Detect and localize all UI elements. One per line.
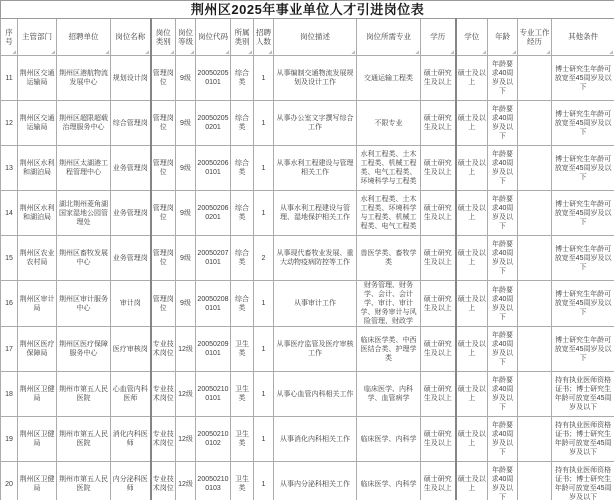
- cell-majors: 交通运输工程类: [357, 56, 421, 101]
- column-header-post-name: 岗位名称: [111, 19, 151, 56]
- cell-post-grade: 12级: [176, 417, 196, 462]
- cell-employer: 荆州区审计服务中心: [57, 281, 111, 327]
- cell-category: 综合类: [231, 281, 254, 327]
- cell-category: 综合类: [231, 101, 254, 146]
- cell-post-type: 专业技术岗位: [151, 327, 176, 372]
- page-title: 荆州区2025年事业单位人才引进岗位表: [1, 1, 614, 19]
- cell-headcount: 1: [254, 462, 274, 500]
- cell-post-type: 管理岗位: [151, 191, 176, 236]
- cell-other: 博士研究生年龄可放宽至45周岁及以下: [552, 191, 614, 236]
- cell-education: 硕士研究生及以上: [421, 236, 456, 281]
- cell-degree: 硕士及以上: [456, 462, 488, 500]
- cell-category: 综合类: [231, 191, 254, 236]
- cell-dept: 荆州区水利和湖泊局: [18, 191, 57, 236]
- cell-employer: 荆州区畜牧发展中心: [57, 236, 111, 281]
- column-header-category: 所属类别: [231, 19, 254, 56]
- table-row: [1, 191, 614, 236]
- cell-post-grade: 9级: [176, 236, 196, 281]
- cell-education: 硕士研究生及以上: [421, 146, 456, 191]
- cell-age: 年龄要求40周岁及以下: [488, 462, 518, 500]
- cell-post-name: 审计岗: [111, 281, 151, 327]
- cell-category: 卫生类: [231, 462, 254, 500]
- cell-employer: 湖北荆州菱角湖国家湿地公园管理处: [57, 191, 111, 236]
- cell-description: 从事审计工作: [274, 281, 357, 327]
- cell-experience: [518, 372, 552, 417]
- cell-age: 年龄要求40周岁及以下: [488, 191, 518, 236]
- cell-age: 年龄要求40周岁及以下: [488, 236, 518, 281]
- cell-post-name: 医疗审核岗: [111, 327, 151, 372]
- table-body: [1, 56, 614, 500]
- cell-post-type: 管理岗位: [151, 56, 176, 101]
- cell-headcount: 1: [254, 191, 274, 236]
- cell-majors: 水利工程类、土木工程类、机械工程类、电气工程类、环境科学与工程类: [357, 146, 421, 191]
- cell-post-code: 200502100103: [196, 462, 231, 500]
- cell-headcount: 1: [254, 101, 274, 146]
- column-header-employer: 招聘单位: [57, 19, 111, 56]
- cell-dept: 荆州区医疗保障局: [18, 327, 57, 372]
- cell-degree: 硕士及以上: [456, 327, 488, 372]
- cell-experience: [518, 101, 552, 146]
- cell-other: 博士研究生年龄可放宽至45周岁及以下: [552, 101, 614, 146]
- cell-description: 从事医疗监管及医疗审核工作: [274, 327, 357, 372]
- cell-headcount: 2: [254, 236, 274, 281]
- cell-education: 硕士研究生及以上: [421, 191, 456, 236]
- cell-headcount: 1: [254, 56, 274, 101]
- cell-category: 卫生类: [231, 372, 254, 417]
- cell-dept: 荆州区交通运输局: [18, 101, 57, 146]
- column-header-degree: 学位: [456, 19, 488, 56]
- cell-post-name: 业务管理岗: [111, 191, 151, 236]
- cell-other: 博士研究生年龄可放宽至45周岁及以下: [552, 327, 614, 372]
- cell-degree: 硕士及以上: [456, 281, 488, 327]
- cell-description: 从事消化内科相关工作: [274, 417, 357, 462]
- cell-experience: [518, 462, 552, 500]
- cell-post-code: 200502100101: [196, 372, 231, 417]
- cell-category: 综合类: [231, 236, 254, 281]
- column-header-majors: 岗位所需专业: [357, 19, 421, 56]
- table-row: [1, 146, 614, 191]
- column-header-dept: 主管部门: [18, 19, 57, 56]
- column-header-description: 岗位描述: [274, 19, 357, 56]
- cell-age: 年龄要求40周岁及以下: [488, 372, 518, 417]
- cell-headcount: 1: [254, 417, 274, 462]
- cell-education: 硕士研究生及以上: [421, 101, 456, 146]
- cell-age: 年龄要求40周岁及以下: [488, 101, 518, 146]
- cell-no: 11: [1, 56, 18, 101]
- cell-dept: 荆州区水利和湖泊局: [18, 146, 57, 191]
- cell-other: 持有执业医师资格证书；博士研究生年龄可放宽至45周岁及以下: [552, 372, 614, 417]
- table-row: [1, 281, 614, 327]
- cell-majors: 临床医学、内科学: [357, 417, 421, 462]
- cell-age: 年龄要求40周岁及以下: [488, 56, 518, 101]
- column-header-other: 其他条件: [552, 19, 614, 56]
- cell-education: 硕士研究生及以上: [421, 281, 456, 327]
- cell-description: 从事办公室文字撰写综合工作: [274, 101, 357, 146]
- cell-post-grade: 9级: [176, 146, 196, 191]
- cell-post-type: 专业技术岗位: [151, 417, 176, 462]
- cell-post-type: 管理岗位: [151, 146, 176, 191]
- cell-no: 15: [1, 236, 18, 281]
- cell-degree: 硕士及以上: [456, 417, 488, 462]
- column-header-post-code: 岗位代码: [196, 19, 231, 56]
- cell-post-name: 心血管内科医师: [111, 372, 151, 417]
- cell-other: 博士研究生年龄可放宽至45周岁及以下: [552, 281, 614, 327]
- table-row: [1, 327, 614, 372]
- cell-post-name: 业务管理岗: [111, 146, 151, 191]
- column-header-no: 序号: [1, 19, 18, 56]
- table-row: [1, 56, 614, 101]
- cell-employer: 荆州区港航物流发展中心: [57, 56, 111, 101]
- cell-no: 18: [1, 372, 18, 417]
- cell-education: 硕士研究生及以上: [421, 56, 456, 101]
- cell-dept: 荆州区卫健局: [18, 372, 57, 417]
- table-row: [1, 417, 614, 462]
- cell-description: 从事内分泌科相关工作: [274, 462, 357, 500]
- cell-age: 年龄要求40周岁及以下: [488, 281, 518, 327]
- cell-category: 卫生类: [231, 417, 254, 462]
- cell-employer: 荆州区太湖港工程管理中心: [57, 146, 111, 191]
- table-row: [1, 236, 614, 281]
- cell-post-code: 200502060101: [196, 146, 231, 191]
- cell-post-grade: 9级: [176, 56, 196, 101]
- cell-description: 从事编制交通物流发展规划及设计工作: [274, 56, 357, 101]
- column-header-post-type: 岗位类别: [151, 19, 176, 56]
- cell-post-grade: 12级: [176, 327, 196, 372]
- title-row: [1, 1, 614, 19]
- cell-headcount: 1: [254, 327, 274, 372]
- cell-headcount: 1: [254, 281, 274, 327]
- table-row: [1, 101, 614, 146]
- column-header-headcount: 招聘人数: [254, 19, 274, 56]
- cell-dept: 荆州区审计局: [18, 281, 57, 327]
- cell-post-grade: 9级: [176, 281, 196, 327]
- cell-experience: [518, 191, 552, 236]
- column-header-experience: 专业工作经历: [518, 19, 552, 56]
- cell-post-name: 规划设计岗: [111, 56, 151, 101]
- cell-no: 16: [1, 281, 18, 327]
- cell-experience: [518, 236, 552, 281]
- cell-dept: 荆州区交通运输局: [18, 56, 57, 101]
- cell-age: 年龄要求40周岁及以下: [488, 146, 518, 191]
- cell-post-name: 综合管理岗: [111, 101, 151, 146]
- cell-other: 持有执业医师资格证书；博士研究生年龄可放宽至45周岁及以下: [552, 462, 614, 500]
- cell-post-grade: 12级: [176, 372, 196, 417]
- cell-post-type: 管理岗位: [151, 281, 176, 327]
- cell-dept: 荆州区农业农村局: [18, 236, 57, 281]
- cell-other: 持有执业医师资格证书；博士研究生年龄可放宽至45周岁及以下: [552, 417, 614, 462]
- cell-experience: [518, 281, 552, 327]
- cell-no: 19: [1, 417, 18, 462]
- cell-description: 从事水利工程建设与管理相关工作: [274, 146, 357, 191]
- cell-experience: [518, 146, 552, 191]
- cell-employer: 荆州市第五人民医院: [57, 462, 111, 500]
- cell-headcount: 1: [254, 146, 274, 191]
- cell-no: 12: [1, 101, 18, 146]
- cell-other: 博士研究生年龄可放宽至45周岁及以下: [552, 236, 614, 281]
- cell-age: 年龄要求40周岁及以下: [488, 327, 518, 372]
- cell-majors: 兽医学类、畜牧学类: [357, 236, 421, 281]
- cell-degree: 硕士及以上: [456, 146, 488, 191]
- cell-employer: 荆州市第五人民医院: [57, 417, 111, 462]
- cell-education: 硕士研究生及以上: [421, 462, 456, 500]
- cell-employer: 荆州区医疗保障服务中心: [57, 327, 111, 372]
- cell-post-code: 200502050201: [196, 101, 231, 146]
- cell-dept: 荆州区卫健局: [18, 462, 57, 500]
- cell-majors: 临床医学、内科学: [357, 462, 421, 500]
- cell-no: 14: [1, 191, 18, 236]
- cell-no: 17: [1, 327, 18, 372]
- cell-category: 综合类: [231, 146, 254, 191]
- cell-post-type: 管理岗位: [151, 101, 176, 146]
- cell-post-grade: 9级: [176, 101, 196, 146]
- cell-majors: 临床医学、内科学、血管病学: [357, 372, 421, 417]
- cell-category: 综合类: [231, 56, 254, 101]
- cell-post-name: 消化内科医师: [111, 417, 151, 462]
- cell-education: 硕士研究生及以上: [421, 372, 456, 417]
- cell-degree: 硕士及以上: [456, 56, 488, 101]
- column-header-age: 年龄: [488, 19, 518, 56]
- cell-post-type: 专业技术岗位: [151, 372, 176, 417]
- cell-degree: 硕士及以上: [456, 101, 488, 146]
- cell-category: 卫生类: [231, 327, 254, 372]
- cell-post-type: 管理岗位: [151, 236, 176, 281]
- cell-post-code: 200502080101: [196, 281, 231, 327]
- cell-experience: [518, 327, 552, 372]
- cell-no: 13: [1, 146, 18, 191]
- cell-headcount: 1: [254, 372, 274, 417]
- table-row: [1, 462, 614, 500]
- cell-majors: 水利工程类、土木工程类、环境科学与工程类、机械工程类、电气工程类: [357, 191, 421, 236]
- cell-post-name: 内分泌科医师: [111, 462, 151, 500]
- cell-post-type: 专业技术岗位: [151, 462, 176, 500]
- column-header-education: 学历: [421, 19, 456, 56]
- cell-post-grade: 9级: [176, 191, 196, 236]
- cell-post-code: 200502050101: [196, 56, 231, 101]
- cell-experience: [518, 56, 552, 101]
- cell-majors: 不限专业: [357, 101, 421, 146]
- cell-age: 年龄要求40周岁及以下: [488, 417, 518, 462]
- cell-description: 从事心血管内科相关工作: [274, 372, 357, 417]
- cell-education: 硕士研究生及以上: [421, 417, 456, 462]
- cell-majors: 临床医学类、中西医结合类、护理学类: [357, 327, 421, 372]
- cell-degree: 硕士及以上: [456, 372, 488, 417]
- cell-employer: 荆州区超限超载治理服务中心: [57, 101, 111, 146]
- cell-description: 从事现代畜牧业发展、重大动物疫病防控等工作: [274, 236, 357, 281]
- cell-other: 博士研究生年龄可放宽至45周岁及以下: [552, 56, 614, 101]
- cell-other: 博士研究生年龄可放宽至45周岁及以下: [552, 146, 614, 191]
- cell-description: 从事水利工程建设与管理、湿地保护相关工作: [274, 191, 357, 236]
- cell-post-name: 业务管理岗: [111, 236, 151, 281]
- cell-post-code: 200502060201: [196, 191, 231, 236]
- cell-degree: 硕士及以上: [456, 236, 488, 281]
- cell-degree: 硕士及以上: [456, 191, 488, 236]
- header-row: [1, 19, 614, 56]
- table-row: [1, 372, 614, 417]
- cell-no: 20: [1, 462, 18, 500]
- cell-post-code: 200502070101: [196, 236, 231, 281]
- cell-post-code: 200502100102: [196, 417, 231, 462]
- cell-experience: [518, 417, 552, 462]
- cell-employer: 荆州市第五人民医院: [57, 372, 111, 417]
- column-header-post-grade: 岗位等级: [176, 19, 196, 56]
- cell-dept: 荆州区卫健局: [18, 417, 57, 462]
- cell-majors: 财务管理、财务学、会计、会计学、审计、审计学、财务审计与风险管理、财政学: [357, 281, 421, 327]
- cell-post-code: 200502090101: [196, 327, 231, 372]
- cell-post-grade: 12级: [176, 462, 196, 500]
- cell-education: 硕士研究生及以上: [421, 327, 456, 372]
